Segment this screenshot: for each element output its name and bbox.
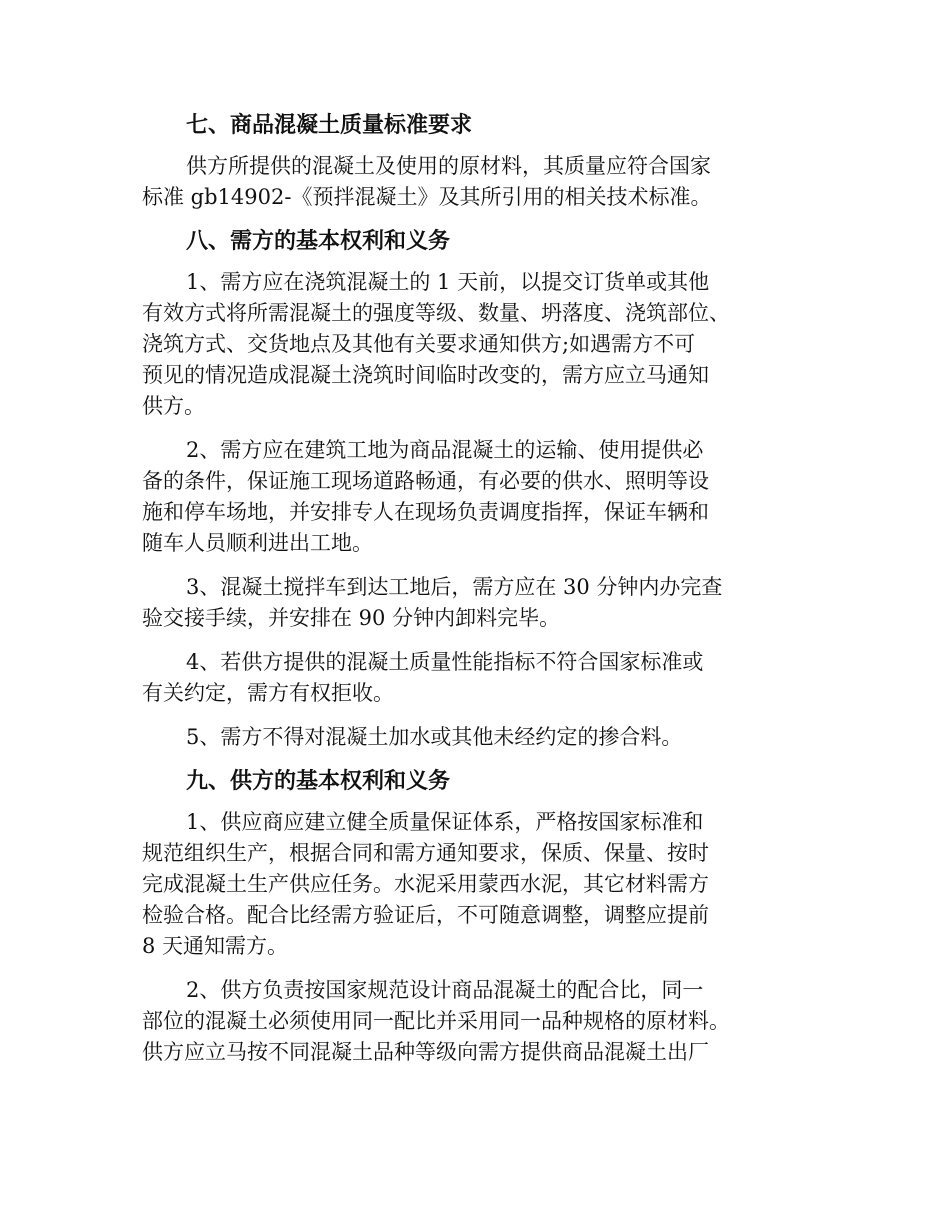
text-line: 浇筑方式、交货地点及其他有关要求通知供方;如遇需方不可 [142, 332, 696, 356]
text-line: 供方。 [142, 394, 205, 418]
section-heading: 七、商品混凝土质量标准要求 [186, 112, 473, 138]
text-line: 标准 gb14902-《预拌混凝土》及其所引用的相关技术标准。 [142, 185, 712, 209]
text-line: 4、若供方提供的混凝土质量性能指标不符合国家标准或 [186, 650, 704, 674]
text-line: 施和停车场地，并安排专人在现场负责调度指挥，保证车辆和 [142, 500, 709, 524]
section-7 [142, 110, 832, 213]
section-heading: 九、供方的基本权利和义务 [186, 768, 451, 794]
text-line: 8 天通知需方。 [142, 934, 289, 958]
text-line: 有效方式将所需混凝土的强度等级、数量、坍落度、浇筑部位、 [142, 301, 730, 325]
section-8 [142, 226, 832, 753]
text-line: 验交接手续，并安排在 90 分钟内卸料完毕。 [142, 606, 561, 630]
text-line: 部位的混凝土必须使用同一配比并采用同一品种规格的原材料。 [142, 1009, 730, 1033]
text-line: 完成混凝土生产供应任务。水泥采用蒙西水泥，其它材料需方 [142, 872, 709, 896]
paragraph [142, 151, 832, 213]
text-line: 预见的情况造成混凝土浇筑时间临时改变的，需方应立马通知 [142, 363, 709, 387]
paragraph [142, 435, 832, 559]
text-line: 2、需方应在建筑工地为商品混凝土的运输、使用提供必 [186, 438, 704, 462]
text-line: 规范组织生产，根据合同和需方通知要求，保质、保量、按时 [142, 841, 709, 865]
paragraph [142, 975, 832, 1068]
text-line: 有关约定，需方有权拒收。 [142, 681, 394, 705]
paragraph [142, 647, 832, 709]
text-line: 供方应立马按不同混凝土品种等级向需方提供商品混凝土出厂 [142, 1040, 709, 1064]
paragraph [142, 572, 832, 634]
text-line: 3、混凝土搅拌车到达工地后，需方应在 30 分钟内办完查 [186, 575, 723, 599]
section-heading: 八、需方的基本权利和义务 [186, 228, 451, 254]
text-line: 2、供方负责按国家规范设计商品混凝土的配合比，同一 [186, 978, 704, 1002]
paragraph [142, 807, 832, 962]
section-9 [142, 766, 832, 1068]
document-page [142, 110, 832, 1081]
text-line: 1、供应商应建立健全质量保证体系，严格按国家标准和 [186, 810, 704, 834]
paragraph [142, 722, 832, 753]
text-line: 备的条件，保证施工现场道路畅通，有必要的供水、照明等设 [142, 469, 709, 493]
text-line: 供方所提供的混凝土及使用的原材料，其质量应符合国家 [186, 154, 711, 178]
text-line: 1、需方应在浇筑混凝土的 1 天前，以提交订货单或其他 [186, 270, 710, 294]
paragraph [142, 267, 832, 422]
text-line: 随车人员顺利进出工地。 [142, 531, 373, 555]
text-line: 检验合格。配合比经需方验证后，不可随意调整，调整应提前 [142, 903, 709, 927]
text-line: 5、需方不得对混凝土加水或其他未经约定的掺合料。 [186, 725, 683, 749]
